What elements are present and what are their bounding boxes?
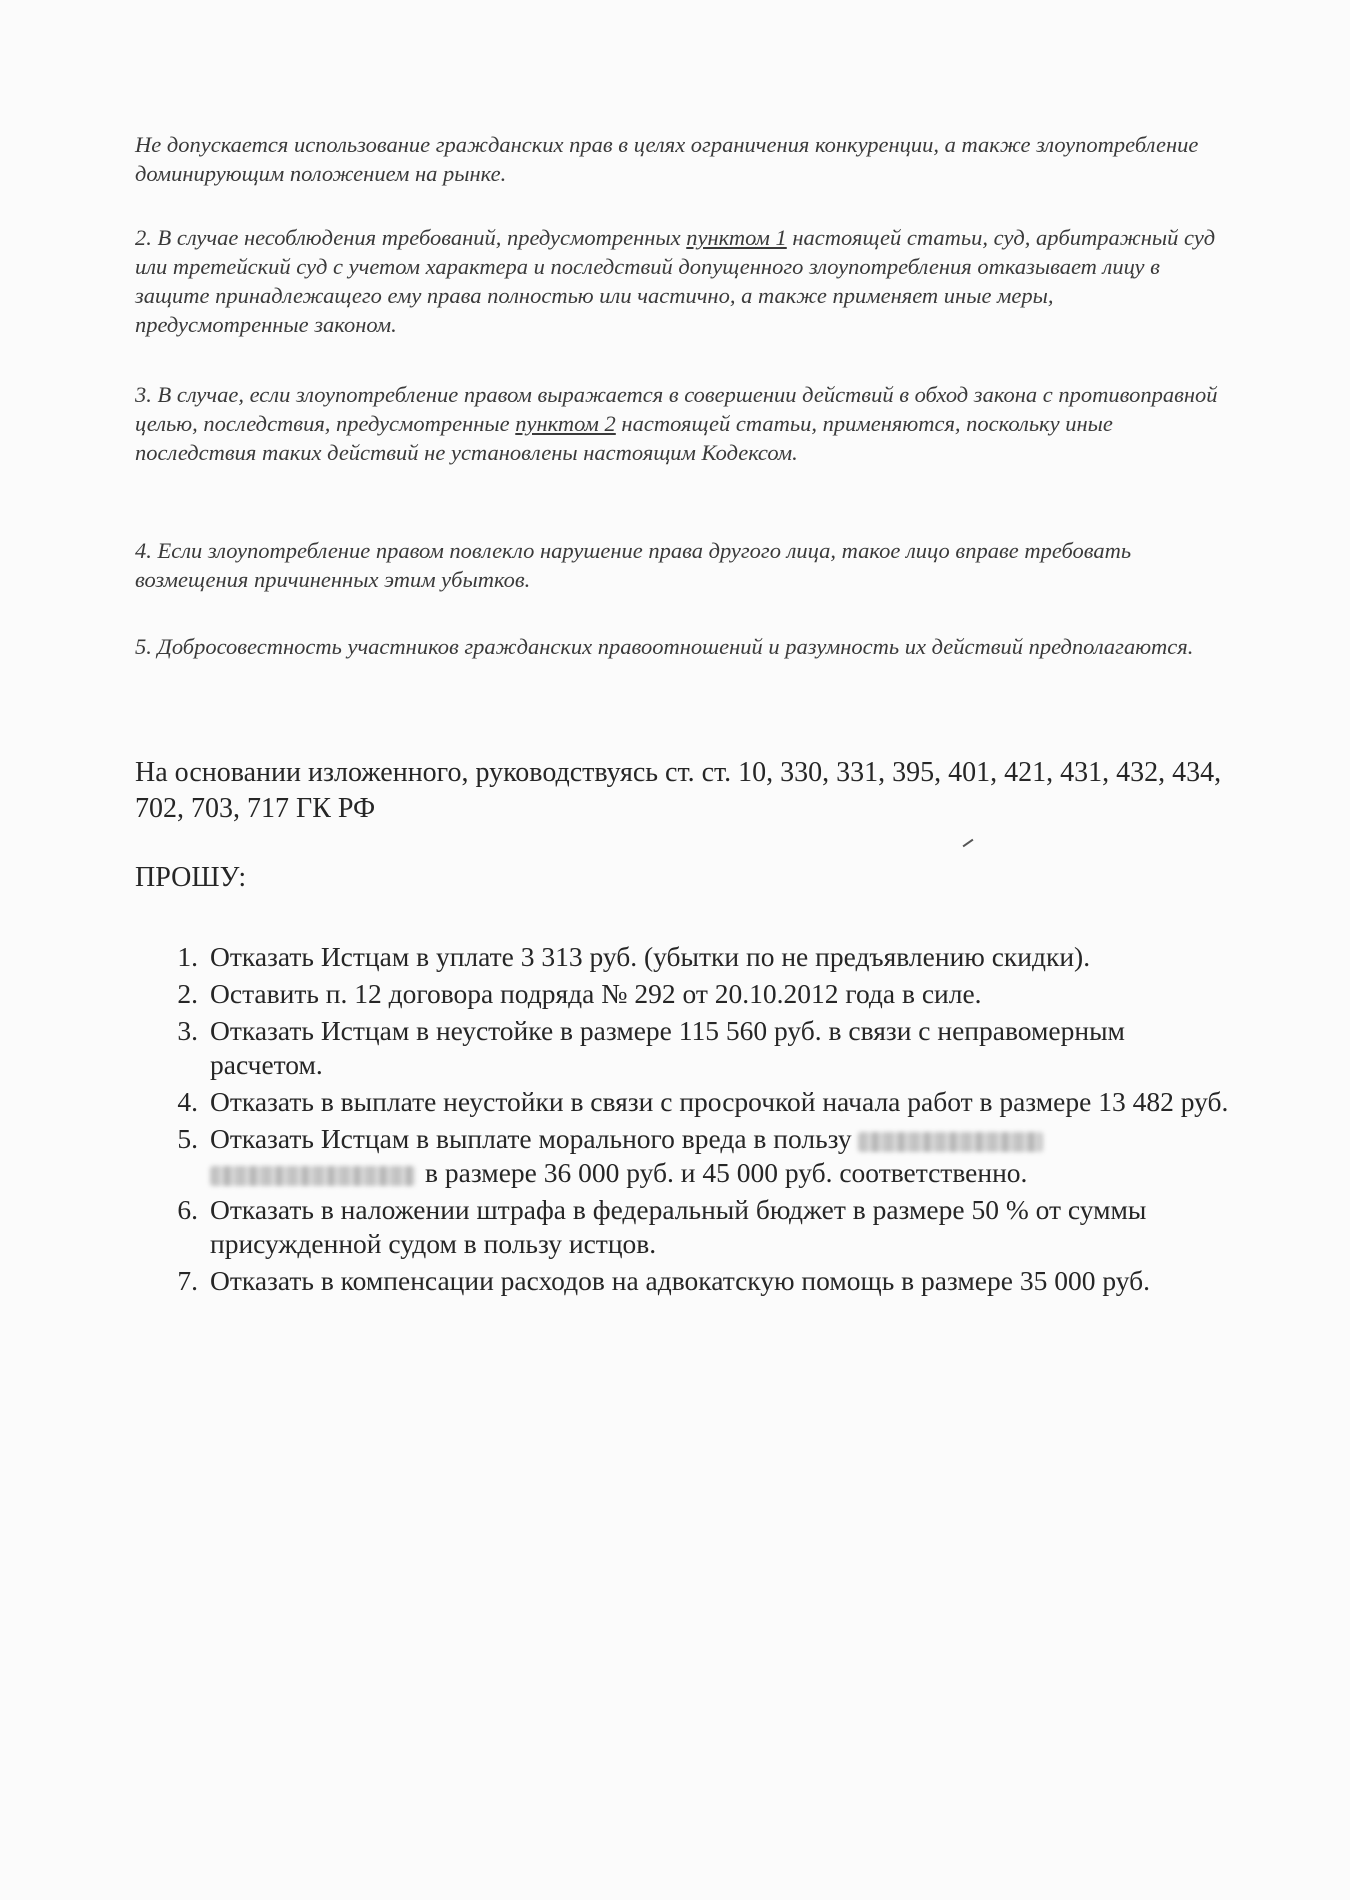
quote-text: 2. В случае несоблюдения требований, предусмотренных <box>135 225 687 250</box>
item-number: 5. <box>177 1123 198 1154</box>
item-text: Отказать Истцам в неустойке в размере 115 560 руб. в связи с неправомерным расчетом. <box>210 1015 1125 1080</box>
list-item <box>160 1085 1240 1119</box>
quote-text: Не допускается использование гражданских прав в целях ограничения конкуренции, а также злоупотребление доминирующим положением на рынке. <box>135 132 1199 186</box>
item-text: в размере 36 000 руб. и 45 000 руб. соответственно. <box>425 1157 1028 1188</box>
quote-paragraph-2 <box>135 223 1225 339</box>
list-item <box>160 1193 1240 1261</box>
list-item <box>160 1014 1240 1082</box>
item-text: Отказать в выплате неустойки в связи с просрочкой начала работ в размере 13 482 руб. <box>210 1086 1229 1117</box>
item-text: Отказать Истцам в выплате морального вреда в пользу <box>210 1123 852 1154</box>
quote-text: 5. Добросовестность участников гражданских правоотношений и разумность их действий предполагаются. <box>135 634 1194 659</box>
quote-text: настоящей статьи, суд, арбитражный суд или третейский суд с учетом характера и последствий допущенного злоупотребления отказывает лицу в защите принадлежащего ему права полностью или частично, а также применяет иные меры, предусмотренные законом. <box>135 225 1216 337</box>
quote-paragraph-intro <box>135 130 1225 188</box>
pen-mark <box>963 839 974 848</box>
legal-basis-paragraph: На основании изложенного, руководствуясь ст. ст. 10, 330, 331, 395, 401, 421, 431, 432, 434, 702, 703, 717 ГК РФ <box>135 757 1222 824</box>
item-number: 7. <box>177 1265 198 1296</box>
item-text: Отказать в компенсации расходов на адвокатскую помощь в размере 35 000 руб. <box>210 1265 1150 1296</box>
quote-paragraph-4 <box>135 536 1225 594</box>
quote-paragraph-5 <box>135 632 1225 661</box>
item-text: Отказать Истцам в уплате 3 313 руб. (убытки по не предъявлению скидки). <box>210 941 1091 972</box>
list-item <box>160 1264 1240 1298</box>
quote-text: настоящей статьи, применяются, поскольку иные последствия таких действий не установлены настоящим Кодексом. <box>135 411 1113 465</box>
item-number: 4. <box>177 1086 198 1117</box>
quote-paragraph-3 <box>135 380 1225 467</box>
redacted-name <box>858 1132 1043 1152</box>
item-number: 6. <box>177 1194 198 1225</box>
request-items-list <box>160 940 1240 1301</box>
item-text: Отказать в наложении штрафа в федеральный бюджет в размере 50 % от суммы присужденной судом в пользу истцов. <box>210 1194 1147 1259</box>
reference-link-point-2: пунктом 2 <box>515 411 616 436</box>
request-heading: ПРОШУ: <box>135 862 247 893</box>
redacted-name <box>210 1166 415 1186</box>
list-item <box>160 977 1240 1011</box>
list-item <box>160 940 1240 974</box>
item-number: 2. <box>177 978 198 1009</box>
list-item <box>160 1122 1240 1190</box>
reference-link-point-1: пунктом 1 <box>686 225 787 250</box>
quote-text: 3. В случае, если злоупотребление правом выражается в совершении действий в обход закона с противоправной целью, последствия, предусмотренные <box>135 382 1218 436</box>
item-number: 3. <box>177 1015 198 1046</box>
item-number: 1. <box>177 941 198 972</box>
item-text: Оставить п. 12 договора подряда № 292 от 20.10.2012 года в силе. <box>210 978 982 1009</box>
quote-text: 4. Если злоупотребление правом повлекло нарушение права другого лица, такое лицо вправе требовать возмещения причиненных этим убытков. <box>135 538 1132 592</box>
